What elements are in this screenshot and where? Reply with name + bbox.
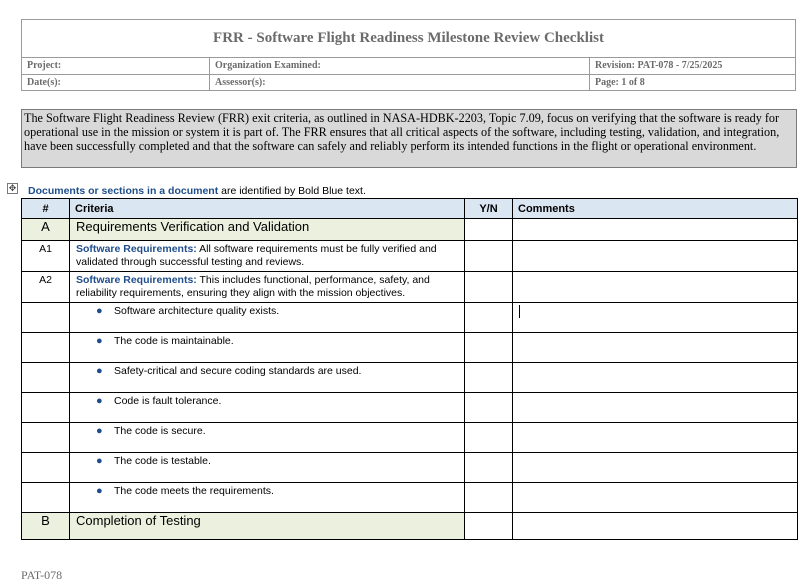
bullet-dot-icon: ● bbox=[96, 485, 103, 497]
bullet-5-yn-cell[interactable] bbox=[465, 423, 513, 453]
header-row-1 bbox=[22, 57, 795, 75]
row-a1-label: Software Requirements: bbox=[76, 243, 197, 255]
bullet-3-text: Safety-critical and secure coding standards are used. bbox=[114, 365, 362, 377]
section-b-num: B bbox=[22, 513, 70, 540]
bullet-6-comments-cell[interactable] bbox=[513, 453, 798, 483]
page-label: Page: 1 of 8 bbox=[595, 77, 645, 88]
bullet-dot-icon: ● bbox=[96, 455, 103, 467]
bullet-7-criteria bbox=[70, 483, 465, 513]
project-label[interactable]: Project: bbox=[22, 57, 210, 74]
bullet-4-criteria bbox=[70, 393, 465, 423]
section-a-yn-cell[interactable] bbox=[465, 219, 513, 241]
legend-blue-text: Documents or sections in a document bbox=[28, 185, 219, 197]
page-footer: PAT-078 bbox=[21, 568, 63, 582]
bullet-7-num-cell bbox=[22, 483, 70, 513]
assessor-label[interactable]: Assessor(s): bbox=[210, 74, 590, 91]
bullet-5-text: The code is secure. bbox=[114, 425, 206, 437]
bullet-2-criteria bbox=[70, 333, 465, 363]
table-row-bullet-4 bbox=[22, 393, 798, 423]
bullet-1-text: Software architecture quality exists. bbox=[114, 305, 280, 317]
header-row-2 bbox=[22, 74, 795, 91]
bullet-1-num-cell bbox=[22, 303, 70, 333]
row-a2-comments-cell[interactable] bbox=[513, 272, 798, 303]
row-a1-yn-cell[interactable] bbox=[465, 241, 513, 272]
section-a-comments-cell[interactable] bbox=[513, 219, 798, 241]
row-a1-criteria bbox=[70, 241, 465, 272]
document-title: FRR - Software Flight Readiness Milestone Review Checklist bbox=[22, 20, 795, 58]
bullet-2-num-cell bbox=[22, 333, 70, 363]
row-a1-comments-cell[interactable] bbox=[513, 241, 798, 272]
bullet-7-comments-cell[interactable] bbox=[513, 483, 798, 513]
row-a2-label: Software Requirements: bbox=[76, 274, 197, 286]
table-row-a2 bbox=[22, 272, 798, 303]
table-header-row bbox=[22, 199, 798, 219]
row-a2-yn-cell[interactable] bbox=[465, 272, 513, 303]
table-row-bullet-3 bbox=[22, 363, 798, 393]
bullet-6-num-cell bbox=[22, 453, 70, 483]
section-b-yn-cell[interactable] bbox=[465, 513, 513, 540]
bullet-3-yn-cell[interactable] bbox=[465, 363, 513, 393]
col-header-criteria: Criteria bbox=[70, 199, 465, 219]
table-row-bullet-6 bbox=[22, 453, 798, 483]
bullet-6-criteria bbox=[70, 453, 465, 483]
section-row-a bbox=[22, 219, 798, 241]
checklist-table bbox=[21, 198, 798, 540]
bullet-4-num-cell bbox=[22, 393, 70, 423]
bullet-4-text: Code is fault tolerance. bbox=[114, 395, 222, 407]
bullet-3-criteria bbox=[70, 363, 465, 393]
bullet-5-comments-cell[interactable] bbox=[513, 423, 798, 453]
bullet-4-yn-cell[interactable] bbox=[465, 393, 513, 423]
bullet-dot-icon: ● bbox=[96, 365, 103, 377]
bullet-2-comments-cell[interactable] bbox=[513, 333, 798, 363]
table-row-a1 bbox=[22, 241, 798, 272]
row-a2-num: A2 bbox=[22, 272, 70, 303]
bullet-1-criteria bbox=[70, 303, 465, 333]
text-cursor bbox=[519, 305, 520, 318]
bullet-6-text: The code is testable. bbox=[114, 455, 211, 467]
table-row-bullet-2 bbox=[22, 333, 798, 363]
bullet-dot-icon: ● bbox=[96, 335, 103, 347]
bullet-3-num-cell bbox=[22, 363, 70, 393]
bullet-6-yn-cell[interactable] bbox=[465, 453, 513, 483]
row-a2-criteria bbox=[70, 272, 465, 303]
bullet-7-text: The code meets the requirements. bbox=[114, 485, 274, 497]
section-row-b bbox=[22, 513, 798, 540]
section-a-num: A bbox=[22, 219, 70, 241]
dates-label[interactable]: Date(s): bbox=[22, 74, 210, 91]
bullet-2-text: The code is maintainable. bbox=[114, 335, 234, 347]
bullet-1-yn-cell[interactable] bbox=[465, 303, 513, 333]
section-b-title: Completion of Testing bbox=[70, 513, 465, 540]
bullet-dot-icon: ● bbox=[96, 395, 103, 407]
bullet-5-num-cell bbox=[22, 423, 70, 453]
table-row-bullet-5 bbox=[22, 423, 798, 453]
bullet-dot-icon: ● bbox=[96, 425, 103, 437]
col-header-comments: Comments bbox=[513, 199, 798, 219]
section-a-title: Requirements Verification and Validation bbox=[70, 219, 465, 241]
table-row-bullet-7 bbox=[22, 483, 798, 513]
row-a1-num: A1 bbox=[22, 241, 70, 272]
bullet-3-comments-cell[interactable] bbox=[513, 363, 798, 393]
col-header-yn: Y/N bbox=[465, 199, 513, 219]
bullet-dot-icon: ● bbox=[96, 305, 103, 317]
table-move-handle-icon[interactable]: ✥ bbox=[8, 183, 17, 193]
section-b-comments-cell[interactable] bbox=[513, 513, 798, 540]
bullet-7-yn-cell[interactable] bbox=[465, 483, 513, 513]
table-row-bullet-1 bbox=[22, 303, 798, 333]
legend-rest-text: are identified by Bold Blue text. bbox=[218, 185, 366, 197]
intro-paragraph: The Software Flight Readiness Review (FRR) exit criteria, as outlined in NASA-HDBK-2203, Topic 7.09, focus on verifying that the software is ready for operational use in the mission or system it is part of. The FRR ensures that all critical aspects of the software, including testing, validation, and integration, have been successfully completed and that the software can safely and reliably perform its intended functions in the flight or operational environment. bbox=[21, 109, 797, 168]
bullet-2-yn-cell[interactable] bbox=[465, 333, 513, 363]
row-a1-text: All software requirements must be fully verified and validated through successful testing and reviews. bbox=[76, 243, 437, 268]
legend-note bbox=[28, 185, 366, 197]
revision-label: Revision: PAT-078 - 7/25/2025 bbox=[595, 60, 723, 71]
document-header bbox=[21, 19, 796, 91]
bullet-5-criteria bbox=[70, 423, 465, 453]
bullet-1-comments-cell[interactable] bbox=[513, 303, 798, 333]
bullet-4-comments-cell[interactable] bbox=[513, 393, 798, 423]
col-header-num: # bbox=[22, 199, 70, 219]
organization-label[interactable]: Organization Examined: bbox=[210, 57, 590, 74]
row-a2-text: This includes functional, performance, safety, and reliability requirements, ensuring they align with the mission objectives. bbox=[76, 274, 430, 299]
